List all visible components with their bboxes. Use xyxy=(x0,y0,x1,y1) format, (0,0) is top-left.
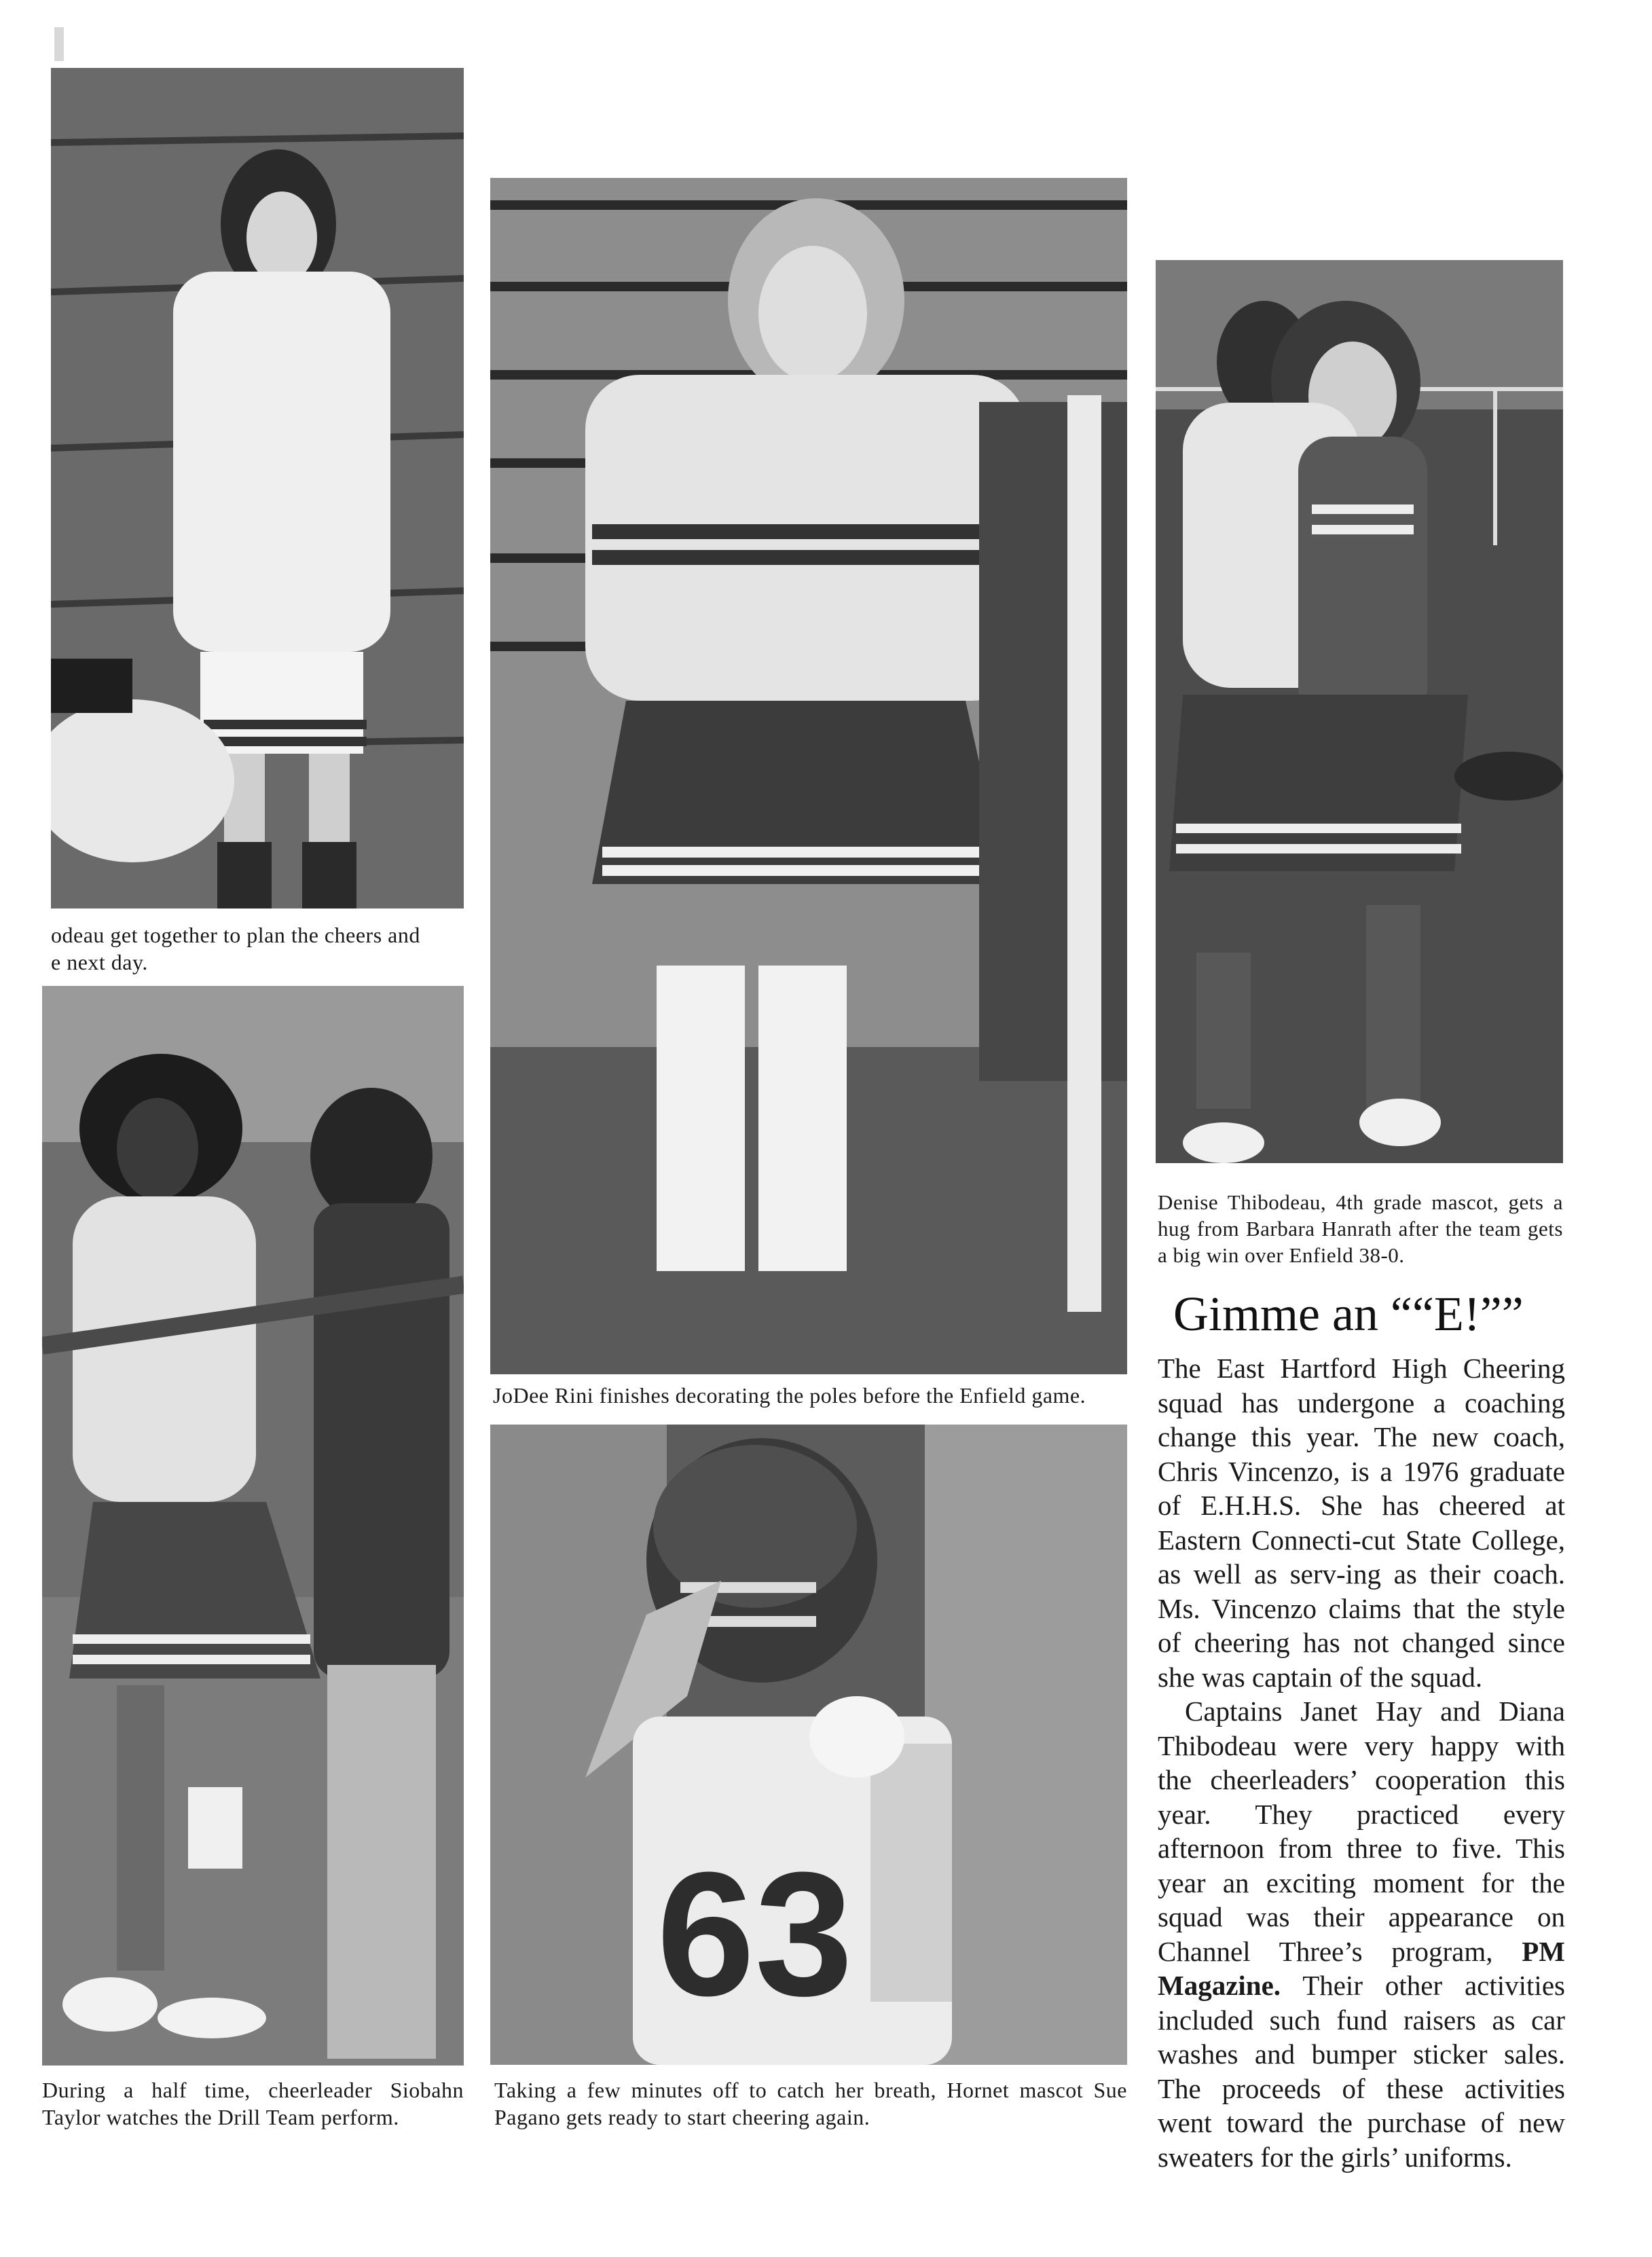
article-paragraph-2-end: Their other activities included such fund raisers as car washes and bumper sticker sales. The proceeds of these activities went toward the purchase of new sweaters for the girls’ uniforms. xyxy=(1158,1970,1565,2173)
photo-siobahn-taylor-image xyxy=(42,986,464,2066)
caption-center-bottom xyxy=(494,2076,1127,2131)
article-headline: Gimme an ““E!”” xyxy=(1173,1287,1524,1341)
caption-top-left xyxy=(51,921,464,976)
caption-top-left-line-1: odeau get together to plan the cheers and xyxy=(51,923,420,947)
caption-top-left-line-2: e next day. xyxy=(51,950,148,974)
svg-text:63: 63 xyxy=(657,1836,853,2033)
pm-magazine-title: PM Magazine. xyxy=(1158,1935,1566,2001)
photo-hornet-mascot xyxy=(490,1425,1127,2065)
caption-center-top xyxy=(493,1382,1127,1409)
caption-right-top xyxy=(1158,1189,1563,1268)
article-paragraph-2-start: Captains Janet Hay and Diana Thibodeau were very happy with the cheerleaders’ cooperation this year. They practiced every afternoon from three to five. This year an exciting moment for the squad was their appearance on Channel Three’s program, xyxy=(1158,1695,1565,1967)
caption-center-top-text: JoDee Rini finishes decorating the poles before the Enfield game. xyxy=(493,1383,1086,1408)
caption-right-top-text: Denise Thibodeau, 4th grade mascot, gets a hug from Barbara Hanrath after the team gets a big win over Enfield 38-0. xyxy=(1158,1190,1563,1267)
photo-mascot-hug xyxy=(1156,260,1563,1163)
caption-bottom-left-text: During a half time, cheerleader Siobahn Taylor watches the Drill Team perform. xyxy=(42,2078,464,2129)
photo-cheerleader-planning xyxy=(51,68,464,909)
photo-jodee-rini xyxy=(490,178,1127,1374)
photo-hornet-mascot-image xyxy=(490,1425,1127,2065)
photo-siobahn-taylor xyxy=(42,986,464,2066)
caption-center-bottom-text: Taking a few minutes off to catch her breath, Hornet mascot Sue Pagano gets ready to start cheering again. xyxy=(494,2078,1127,2129)
article-paragraph-2 xyxy=(1158,1694,1565,2174)
article-paragraph-1: The East Hartford High Cheering squad has undergone a coaching change this year. The new coach, Chris Vincenzo, is a 1976 graduate of E.H.H.S. She has cheered at Eastern Connecti-cut State College, as well as serv-ing as their coach. Ms. Vincenzo claims that the style of cheering has not changed since she was captain of the squad. xyxy=(1158,1353,1565,1693)
photo-cheerleader-planning-image xyxy=(51,68,464,909)
photo-jodee-rini-image xyxy=(490,178,1127,1374)
scan-edge-mark xyxy=(54,27,64,61)
article-body xyxy=(1158,1351,1565,2174)
photo-mascot-hug-image xyxy=(1156,260,1563,1163)
caption-bottom-left xyxy=(42,2076,464,2131)
